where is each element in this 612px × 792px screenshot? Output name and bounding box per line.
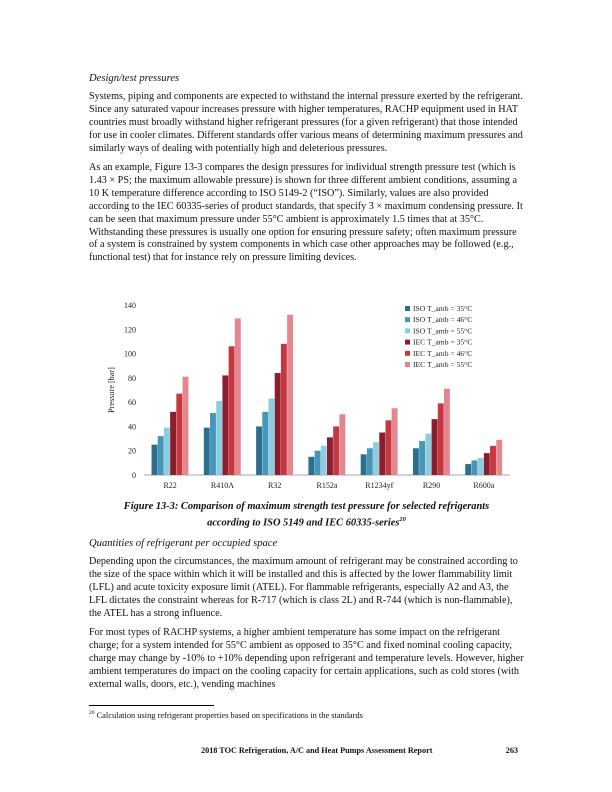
footnote-text: Calculation using refrigerant properties based on specifications in the standards: [96, 710, 363, 720]
bar: [183, 377, 189, 475]
y-tick-label: 140: [124, 301, 136, 310]
quantities-section: [89, 537, 524, 692]
bar: [432, 419, 438, 475]
figure-caption: [89, 500, 524, 529]
bar: [281, 344, 287, 475]
legend-swatch: [405, 317, 410, 322]
bar: [471, 460, 477, 475]
bar: [256, 426, 262, 475]
footnote-ref: 20: [399, 516, 406, 523]
bar: [419, 441, 425, 475]
bar: [321, 446, 327, 475]
bar: [216, 401, 222, 475]
design-heading: Design/test pressures: [89, 73, 180, 84]
bar: [484, 453, 490, 475]
bar: [229, 346, 235, 475]
bar: [478, 458, 484, 475]
legend-label: ISO T_amb = 46°C: [413, 315, 473, 325]
bar: [308, 457, 314, 475]
bar: [158, 436, 164, 475]
bar: [379, 433, 385, 476]
legend-swatch: [405, 340, 410, 345]
y-tick-label: 100: [124, 349, 136, 359]
bar: [413, 448, 419, 475]
y-tick-label: 20: [128, 446, 136, 456]
footnote-divider: [89, 705, 214, 706]
bar: [361, 454, 367, 475]
bar: [287, 315, 293, 475]
bar: [392, 408, 398, 475]
x-tick-label: R152a: [316, 481, 338, 490]
legend-label: IEC T_amb = 46°C: [413, 348, 473, 358]
y-tick-label: 0: [132, 471, 136, 480]
y-tick-label: 60: [128, 398, 136, 408]
bar: [438, 403, 444, 475]
y-tick-label: 80: [128, 373, 136, 383]
bar: [333, 426, 339, 475]
footnote-number: 20: [89, 710, 95, 716]
bar: [170, 412, 176, 475]
bar: [269, 399, 275, 476]
bar: [373, 442, 379, 475]
figure-caption-line-2: [89, 513, 524, 529]
x-tick-label: R290: [422, 481, 441, 490]
legend-swatch: [405, 306, 410, 311]
design-paragraph-1: Systems, piping and components are expected to withstand the internal pressure exerted by the refrigerant. Since any saturated vapour increases pressure with higher temperatures, RACHP equipment used in HAT countries must broadly withstand higher refrigerant pressures (for a given refrigerant) that those intended for use in cooler climates. Different standards offer various means of determining maximum pressures and similarly ways of dealing with potentially high and deleterious pressures.: [89, 91, 523, 154]
bar: [490, 446, 496, 475]
bar: [327, 437, 333, 475]
bar: [496, 440, 502, 475]
y-axis-label: Pressure [bar]: [107, 367, 116, 413]
figure-caption-line-1: Figure 13-3: Comparison of maximum strength test pressure for selected refrigerants: [123, 501, 490, 512]
bar: [339, 414, 345, 475]
bar: [444, 389, 450, 475]
figure-caption-line-2-text: according to ISO 5149 and IEC 60335-series: [207, 517, 400, 529]
bar: [152, 445, 158, 475]
bar: [275, 373, 281, 475]
bar: [210, 413, 216, 475]
bar: [262, 412, 268, 475]
y-tick-label: 40: [128, 422, 136, 432]
legend-label: IEC T_amb = 35°C: [413, 337, 473, 347]
legend-swatch: [405, 328, 410, 333]
design-paragraph-2: As an example, Figure 13-3 compares the design pressures for individual strength pressure test (which is 1.43 × PS; the maximum allowable pressure) is shown for three different ambient conditions, assuming a 10 K temperature difference according to ISO 5149-2 (“ISO”). Similarly, values are also provided according to the IEC 60335-series of product standards, that specify 3 × maximum condensing pressure. It can be seen that maximum pressure under 55°C ambient is approximately 1.5 times that at 35°C. Withstanding these pressures is usually one option for ensuring pressure safety; often maximum pressure of a system is constrained by system components in which case other approaches may be followed (e.g., functional test) that for instance rely on pressure limiting devices.: [89, 161, 523, 264]
quantities-heading: Quantities of refrigerant per occupied space: [89, 538, 278, 549]
bar: [367, 448, 373, 475]
x-tick-label: R32: [268, 481, 282, 490]
quantities-paragraph-1: Depending upon the circumstances, the maximum amount of refrigerant may be constrained according to the size of the space within which it will be installed and this is affected by the lower flammability limit (LFL) and acute toxicity exposure limit (ATEL). For flammable refrigerants, especially A2 and A3, the LFL dictates the constraint whereas for R-717 (which is class 2L) and R-744 (which is non-flammable), the ATEL has a strong influence.: [89, 556, 518, 619]
footer-title: 2018 TOC Refrigeration, A/C and Heat Pumps Assessment Report: [201, 746, 433, 755]
legend-label: IEC T_amb = 55°C: [413, 360, 473, 369]
bar: [235, 318, 241, 475]
pressure-bar-chart: [100, 297, 520, 497]
bar: [465, 464, 471, 475]
bar: [385, 420, 391, 475]
legend-swatch: [405, 362, 410, 367]
footnote: [89, 710, 363, 720]
bar: [176, 394, 182, 475]
x-tick-label: R1234yf: [365, 481, 394, 490]
bar: [315, 451, 321, 475]
bar: [222, 375, 228, 475]
design-section: [89, 72, 524, 265]
legend-swatch: [405, 351, 410, 356]
bar: [425, 434, 431, 475]
x-tick-label: R600a: [473, 481, 495, 490]
quantities-paragraph-2: For most types of RACHP systems, a higher ambient temperature has some impact on the refrigerant charge; for a system intended for 55°C ambient as opposed to 35°C and fixed nominal cooling capacity, charge may change by -10% to +10% depending upon refrigerant and temperature levels. However, higher ambient temperatures do impact on the cooling capacity for certain applications, such as cold stores (with external walls, doors, etc.), vending machines: [89, 626, 524, 690]
bar: [164, 428, 170, 475]
legend-label: ISO T_amb = 35°C: [413, 304, 473, 313]
x-tick-label: R22: [163, 481, 177, 490]
x-tick-label: R410A: [210, 481, 234, 490]
page-number: 263: [505, 746, 518, 755]
legend-label: ISO T_amb = 55°C: [413, 326, 473, 336]
y-tick-label: 120: [124, 325, 136, 335]
bar: [204, 428, 210, 475]
